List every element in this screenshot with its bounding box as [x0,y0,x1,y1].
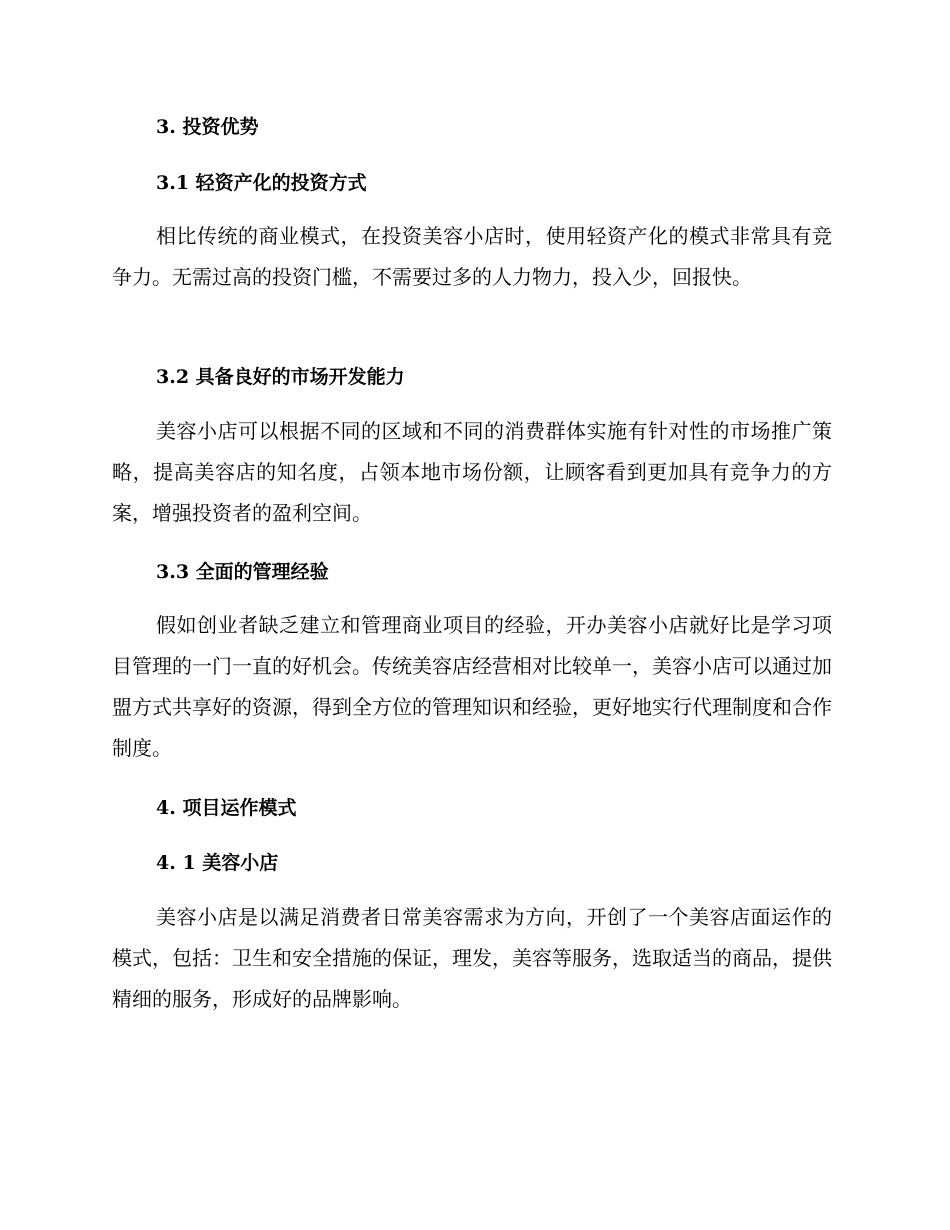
paragraph-beauty-shop: 美容小店是以满足消费者日常美容需求为方向，开创了一个美容店面运作的模式，包括：卫生和安全措施的保证，理发，美容等服务，选取适当的商品，提供精细的服务，形成好的品牌影响。 [112,905,832,1011]
subsection-heading-market-development: 3.2 具备良好的市场开发能力 [156,366,405,388]
paragraph-light-asset: 相比传统的商业模式，在投资美容小店时，使用轻资产化的模式非常具有竞争力。无需过高的投资门槛，不需要过多的人力物力，投入少，回报快。 [112,224,832,289]
subsection-heading-light-asset: 3.1 轻资产化的投资方式 [156,172,367,194]
subsection-heading-management-experience: 3.3 全面的管理经验 [156,561,329,583]
paragraph-market-development: 美容小店可以根据不同的区域和不同的消费群体实施有针对性的市场推广策略，提高美容店的知名度，占领本地市场份额，让顾客看到更加具有竞争力的方案，增强投资者的盈利空间。 [112,419,832,525]
section-heading-operation-mode: 4. 项目运作模式 [156,797,297,819]
section-heading-investment-advantages: 3. 投资优势 [156,116,259,138]
paragraph-management-experience: 假如创业者缺乏建立和管理商业项目的经验，开办美容小店就好比是学习项目管理的一门一直的好机会。传统美容店经营相对比较单一，美容小店可以通过加盟方式共享好的资源，得到全方位的管理知识和经验，更好地实行代理制度和合作制度。 [112,613,832,760]
subsection-heading-beauty-shop: 4. 1 美容小店 [156,852,279,874]
